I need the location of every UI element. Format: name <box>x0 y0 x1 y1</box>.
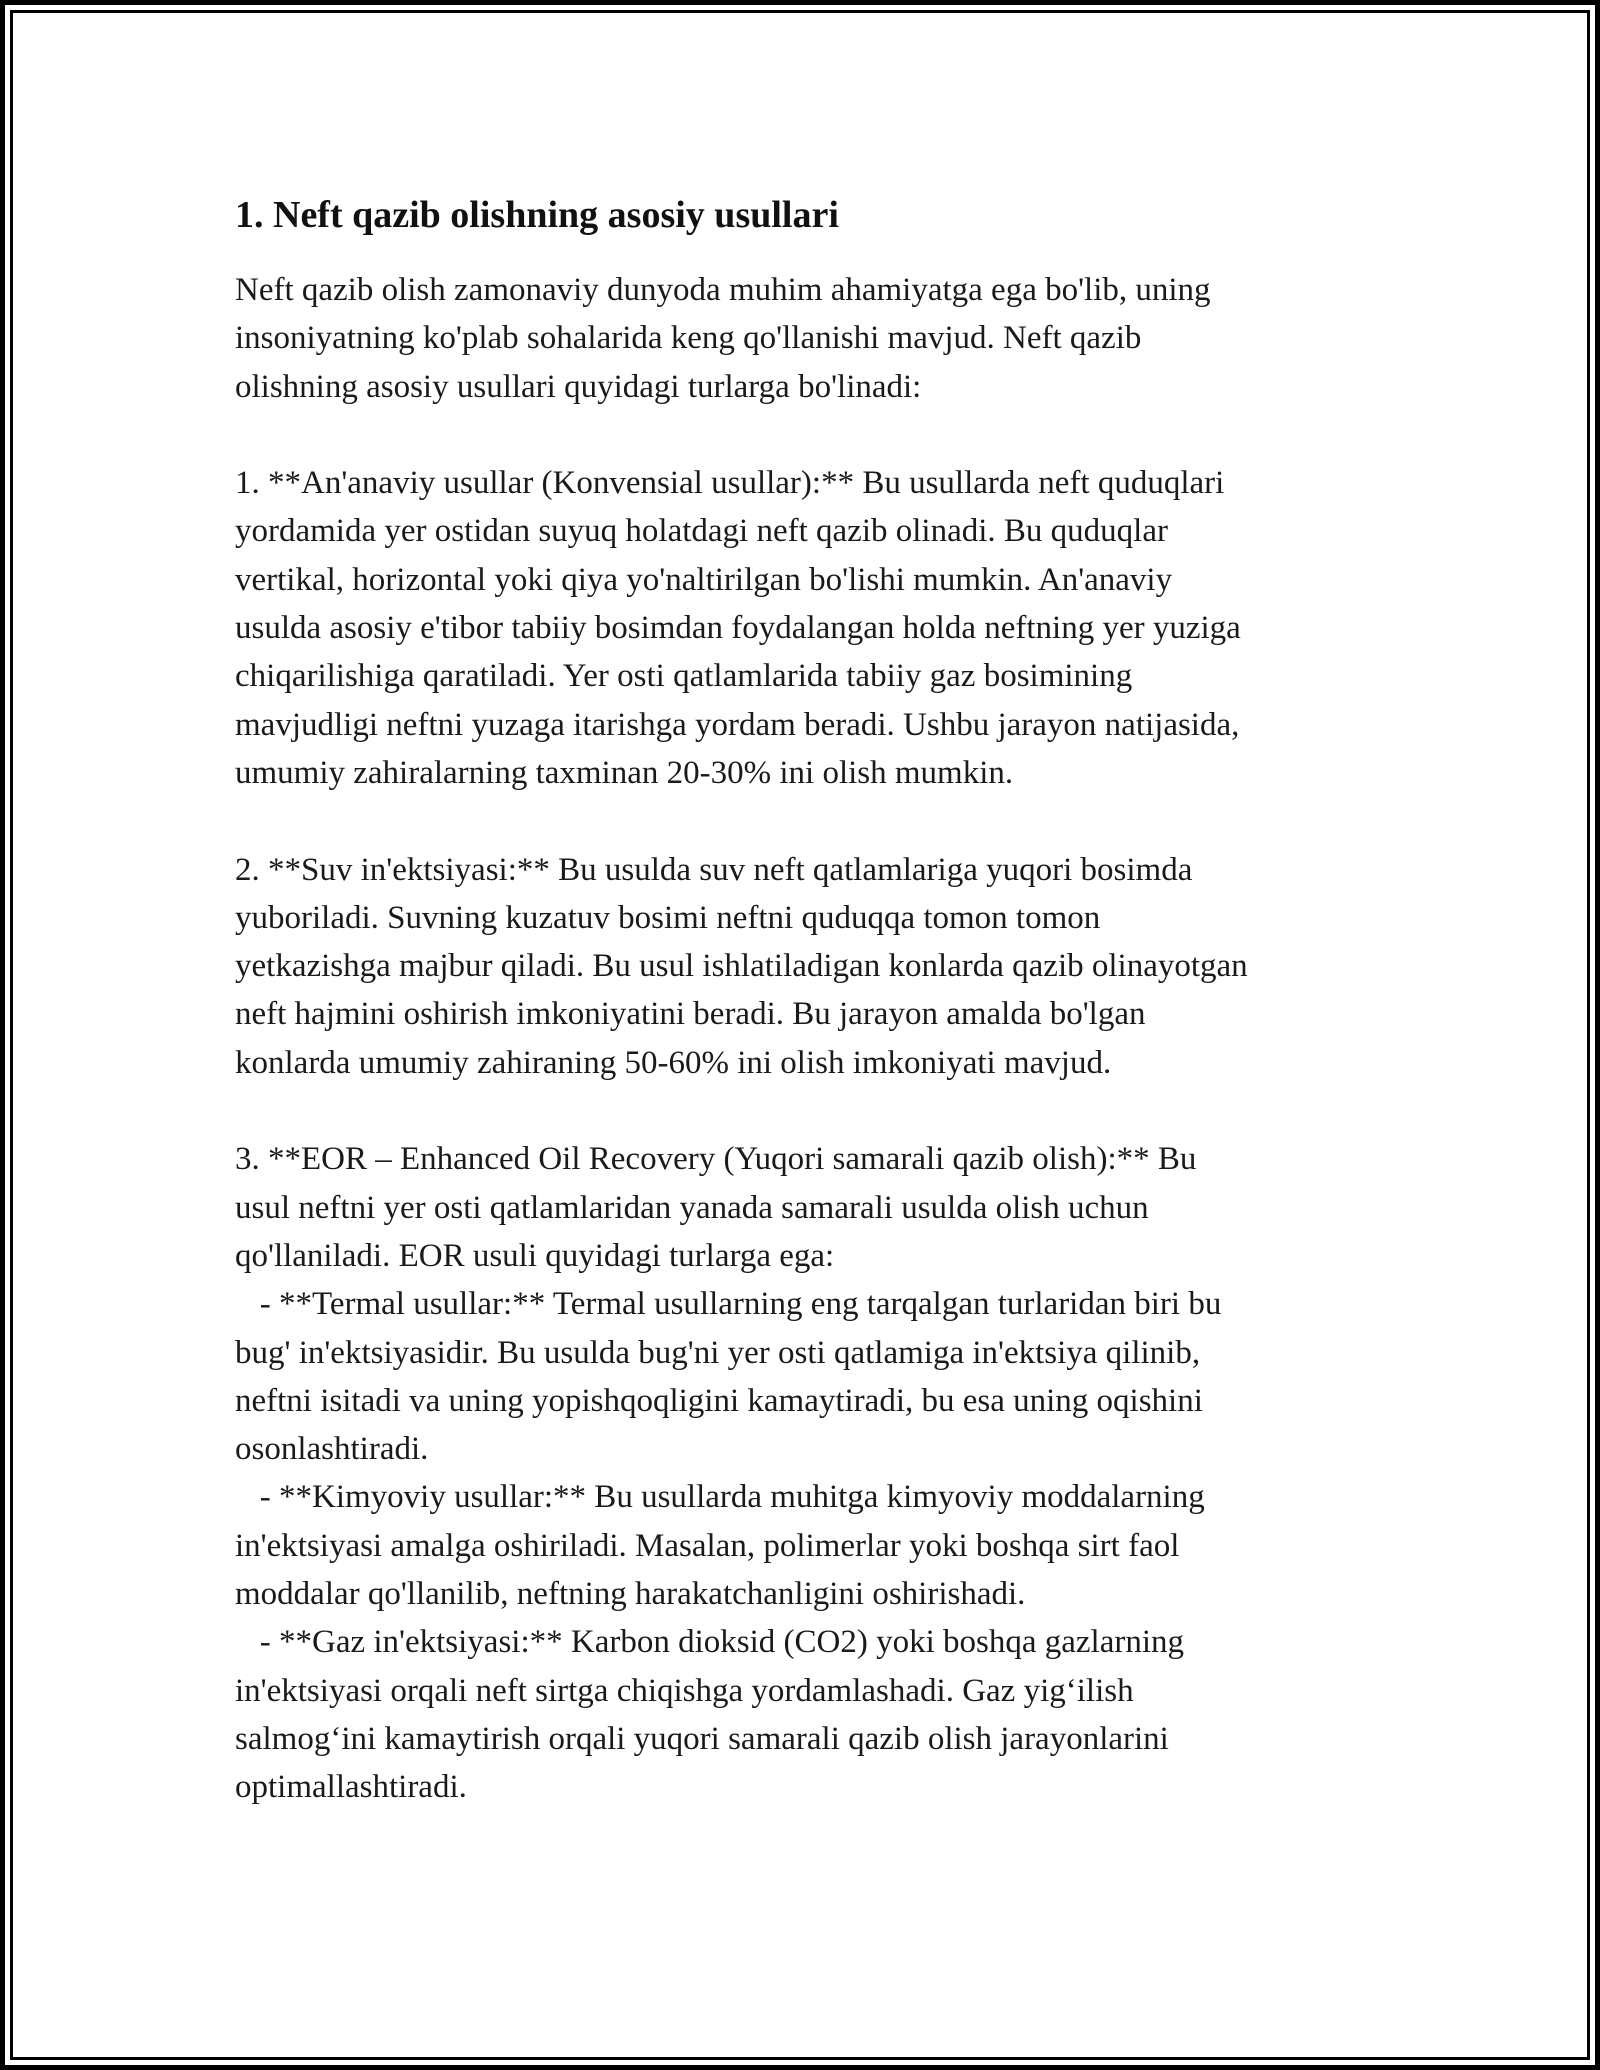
document-content <box>235 180 1375 1812</box>
section-body: Neft qazib olish zamonaviy dunyoda muhim ahamiyatga ega bo'lib, uning insoniyatning ko'plab sohalarida keng qo'llanishi mavjud. Neft qazib olishning asosiy usullari quyidagi turlarga bo'linadi: 1. **An'anaviy usullar (Konvensial usullar):** Bu usullarda neft quduqlari yordamida yer ostidan suyuq holatdagi neft qazib olinadi. Bu quduqlar vertikal, horizontal yoki qiya yo'naltirilgan bo'lishi mumkin. An'anaviy usulda asosiy e'tibor tabiiy bosimdan foydalangan holda neftning yer yuziga chiqarilishiga qaratiladi. Yer osti qatlamlarida tabiiy gaz bosimining mavjudligi neftni yuzaga itarishga yordam beradi. Ushbu jarayon natijasida, umumiy zahiralarning taxminan 20-30% ini olish mumkin. 2. **Suv in'ektsiyasi:** Bu usulda suv neft qatlamlariga yuqori bosimda yuboriladi. Suvning kuzatuv bosimi neftni quduqqa tomon tomon yetkazishga majbur qiladi. Bu usul ishlatiladigan konlarda qazib olinayotgan neft hajmini oshirish imkoniyatini beradi. Bu jarayon amalda bo'lgan konlarda umumiy zahiraning 50-60% ini olish imkoniyati mavjud. 3. **EOR – Enhanced Oil Recovery (Yuqori samarali qazib olish):** Bu usul neftni yer osti qatlamlaridan yanada samarali usulda olish uchun qo'llaniladi. EOR usuli quyidagi turlarga ega: - **Termal usullar:** Termal usullarning eng tarqalgan turlaridan biri bu bug' in'ektsiyasidir. Bu usulda bug'ni yer osti qatlamiga in'ektsiya qilinib, neftni isitadi va uning yopishqoqligini kamaytiradi, bu esa uning oqishini osonlashtiradi. - **Kimyoviy usullar:** Bu usullarda muhitga kimyoviy moddalarning in'ektsiyasi amalga oshiriladi. Masalan, polimerlar yoki boshqa sirt faol moddalar qo'llanilib, neftning harakatchanligini oshirishadi. - **Gaz in'ektsiyasi:** Karbon dioksid (CO2) yoki boshqa gazlarning in'ektsiyasi orqali neft sirtga chiqishga yordamlashadi. Gaz yig‘ilish salmog‘ini kamaytirish orqali yuqori samarali qazib olish jarayonlarini optimallashtiradi. <box>235 272 1248 1806</box>
section-heading: 1. Neft qazib olishning asosiy usullari <box>235 194 839 236</box>
